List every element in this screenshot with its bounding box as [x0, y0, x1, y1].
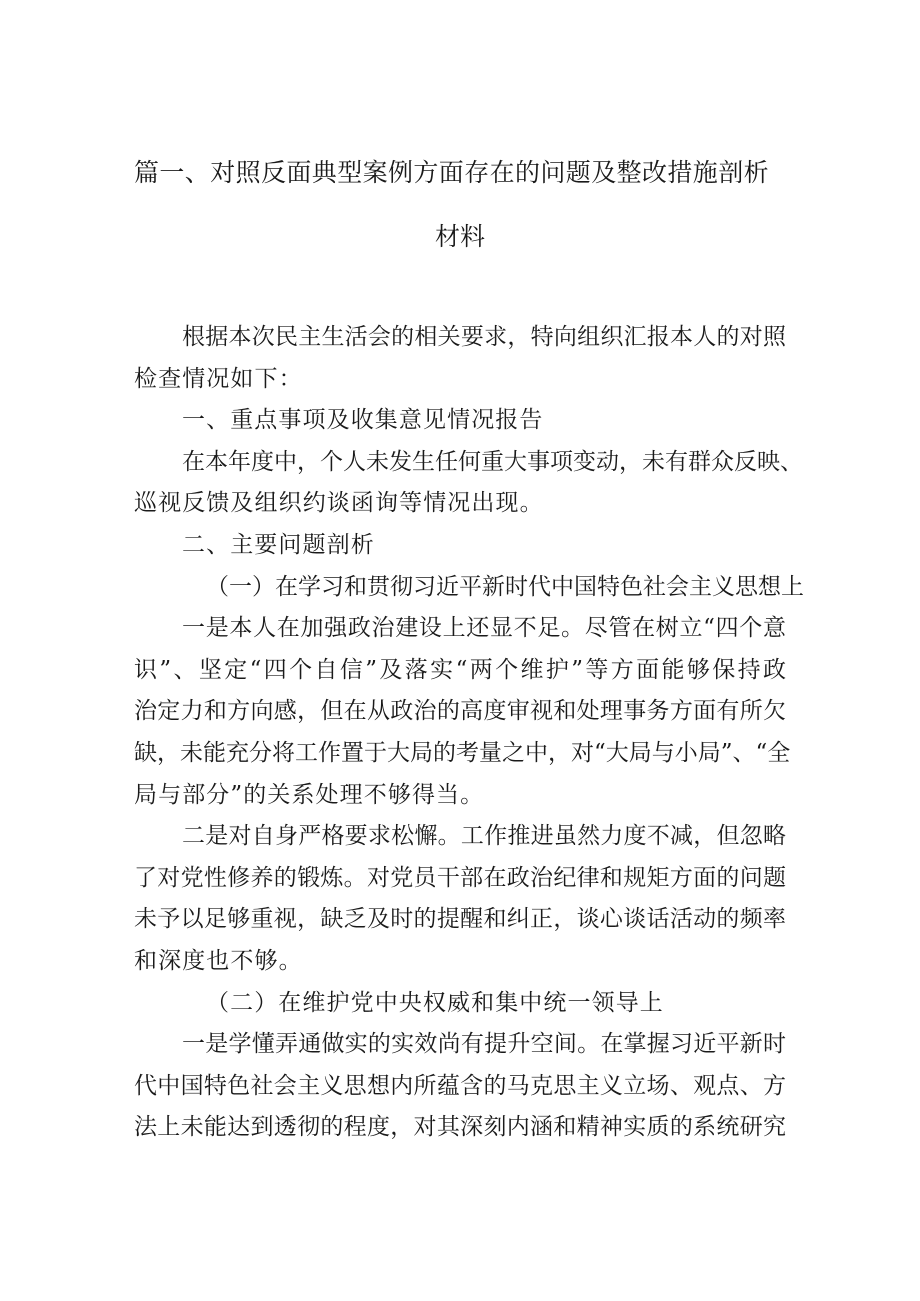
- paragraph-line: 了对党性修养的锻炼。对党员干部在政治纪律和规矩方面的问题: [134, 864, 786, 891]
- subsection-heading: （二）在维护党中央权威和集中统一领导上: [206, 989, 664, 1016]
- paragraph-line: 在本年度中，个人未发生任何重大事项变动，未有群众反映、: [182, 448, 803, 475]
- paragraph-line: 一是学懂弄通做实的实效尚有提升空间。在掌握习近平新时: [182, 1031, 786, 1058]
- section-heading: 二、主要问题剖析: [182, 531, 375, 558]
- paragraph-line: 局与部分”的关系处理不够得当。: [134, 781, 485, 808]
- paragraph-line: 巡视反馈及组织约谈函询等情况出现。: [134, 490, 544, 517]
- document-body: [134, 317, 804, 1149]
- paragraph-line: 一是本人在加强政治建设上还显不足。尽管在树立“四个意: [182, 615, 786, 642]
- document-title-continuation: 材料: [434, 222, 485, 251]
- subsection-heading: （一）在学习和贯彻习近平新时代中国特色社会主义思想上: [206, 573, 804, 600]
- paragraph-line: 检查情况如下：: [134, 365, 303, 392]
- paragraph-line: 和深度也不够。: [134, 947, 303, 974]
- section-heading: 一、重点事项及收集意见情况报告: [182, 407, 544, 434]
- paragraph-line: 治定力和方向感，但在从政治的高度审视和处理事务方面有所欠: [134, 698, 786, 725]
- paragraph-line: 未予以足够重视，缺乏及时的提醒和纠正，谈心谈话活动的频率: [134, 906, 786, 933]
- paragraph-line: 二是对自身严格要求松懈。工作推进虽然力度不减，但忽略: [182, 823, 786, 850]
- paragraph-line: 法上未能达到透彻的程度，对其深刻内涵和精神实质的系统研究: [134, 1114, 786, 1141]
- paragraph-line: 代中国特色社会主义思想内所蕴含的马克思主义立场、观点、方: [134, 1072, 786, 1099]
- paragraph-line: 根据本次民主生活会的相关要求，特向组织汇报本人的对照: [182, 324, 786, 350]
- document-title: 篇一、对照反面典型案例方面存在的问题及整改措施剖析: [134, 158, 770, 187]
- paragraph-line: 识”、坚定“四个自信”及落实“两个维护”等方面能够保持政: [134, 656, 786, 683]
- paragraph-line: 缺，未能充分将工作置于大局的考量之中，对“大局与小局”、“全: [134, 739, 791, 766]
